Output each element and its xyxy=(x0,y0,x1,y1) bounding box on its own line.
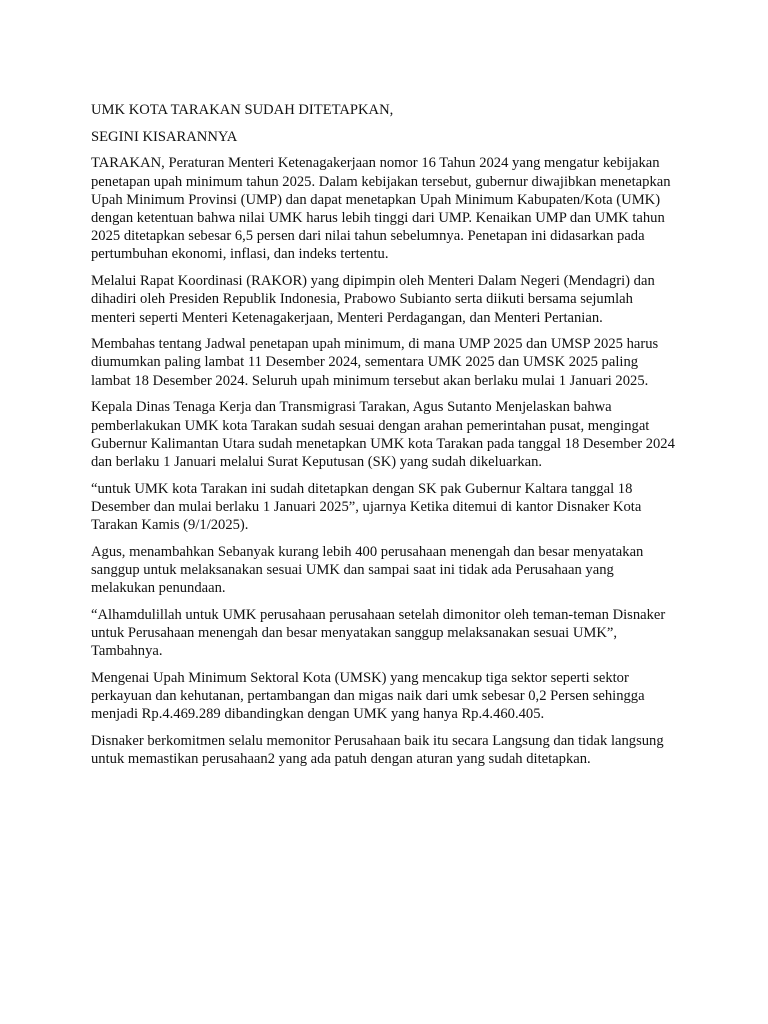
paragraph-schedule: Membahas tentang Jadwal penetapan upah minimum, di mana UMP 2025 dan UMSP 2025 harus diumumkan paling lambat 11 Desember 2024, sementara UMK 2025 dan UMSK 2025 paling lambat 18 Desember 2024. Seluruh upah minimum tersebut akan berlaku mulai 1 Januari 2025. xyxy=(91,336,659,389)
paragraph-perusahaan: Agus, menambahkan Sebanyak kurang lebih 400 perusahaan menengah dan besar menyatakan sanggup untuk melaksanakan sesuai UMK dan sampai saat ini tidak ada Perusahaan yang melakukan penundaan. xyxy=(91,543,644,597)
paragraph-komitmen: Disnaker berkomitmen selalu memonitor Perusahaan baik itu secara Langsung dan tidak langsung untuk memastikan perusahaan2 yang ada patuh dengan aturan yang sudah ditetapkan. xyxy=(91,733,664,768)
paragraph-kepala-dinas: Kepala Dinas Tenaga Kerja dan Transmigrasi Tarakan, Agus Sutanto Menjelaskan bahwa pemberlakukan UMK kota Tarakan sudah sesuai dengan arahan pemerintahan pusat, mengingat Gubernur Kalimantan Utara sudah menetapkan UMK kota Tarakan pada tanggal 18 Desember 2024 dan berlaku 1 Januari melalui Surat Keputusan (SK) yang sudah dikeluarkan. xyxy=(91,399,675,470)
document-body xyxy=(91,101,681,777)
paragraph-quote-sk: “untuk UMK kota Tarakan ini sudah ditetapkan dengan SK pak Gubernur Kaltara tanggal 18 Desember dan mulai berlaku 1 Januari 2025”, ujarnya Ketika ditemui di kantor Disnaker Kota Tarakan Kamis (9/1/2025). xyxy=(91,480,642,534)
paragraph-quote-alhamdulillah: “Alhamdulillah untuk UMK perusahaan perusahaan setelah dimonitor oleh teman-teman Disnaker untuk Perusahaan menengah dan besar menyatakan sanggup melaksanakan sesuai UMK”, Tambahnya. xyxy=(91,606,666,660)
paragraph-intro: TARAKAN, Peraturan Menteri Ketenagakerjaan nomor 16 Tahun 2024 yang mengatur kebijakan penetapan upah minimum tahun 2025. Dalam kebijakan tersebut, gubernur diwajibkan menetapkan Upah Minimum Provinsi (UMP) dan dapat menetapkan Upah Minimum Kabupaten/Kota (UMK) dengan ketentuan bahwa nilai UMK harus lebih tinggi dari UMP. Kenaikan UMP dan UMK tahun 2025 ditetapkan sebesar 6,5 persen dari nilai tahun sebelumnya. Penetapan ini didasarkan pada pertumbuhan ekonomi, inflasi, dan indeks tertentu. xyxy=(91,155,671,263)
title-line-1: UMK KOTA TARAKAN SUDAH DITETAPKAN, xyxy=(91,102,394,118)
title-line-2: SEGINI KISARANNYA xyxy=(91,128,238,145)
paragraph-rakor: Melalui Rapat Koordinasi (RAKOR) yang dipimpin oleh Menteri Dalam Negeri (Mendagri) dan dihadiri oleh Presiden Republik Indonesia, Prabowo Subianto serta diikuti bersama sejumlah menteri seperti Menteri Ketenagakerjaan, Menteri Perdagangan, dan Menteri Pertanian. xyxy=(91,273,655,326)
paragraph-umsk: Mengenai Upah Minimum Sektoral Kota (UMSK) yang mencakup tiga sektor seperti sektor perkayuan dan kehutanan, pertambangan dan migas naik dari umk sebesar 0,2 Persen sehingga menjadi Rp.4.469.289 dibandingkan dengan UMK yang hanya Rp.4.460.405. xyxy=(91,669,645,723)
